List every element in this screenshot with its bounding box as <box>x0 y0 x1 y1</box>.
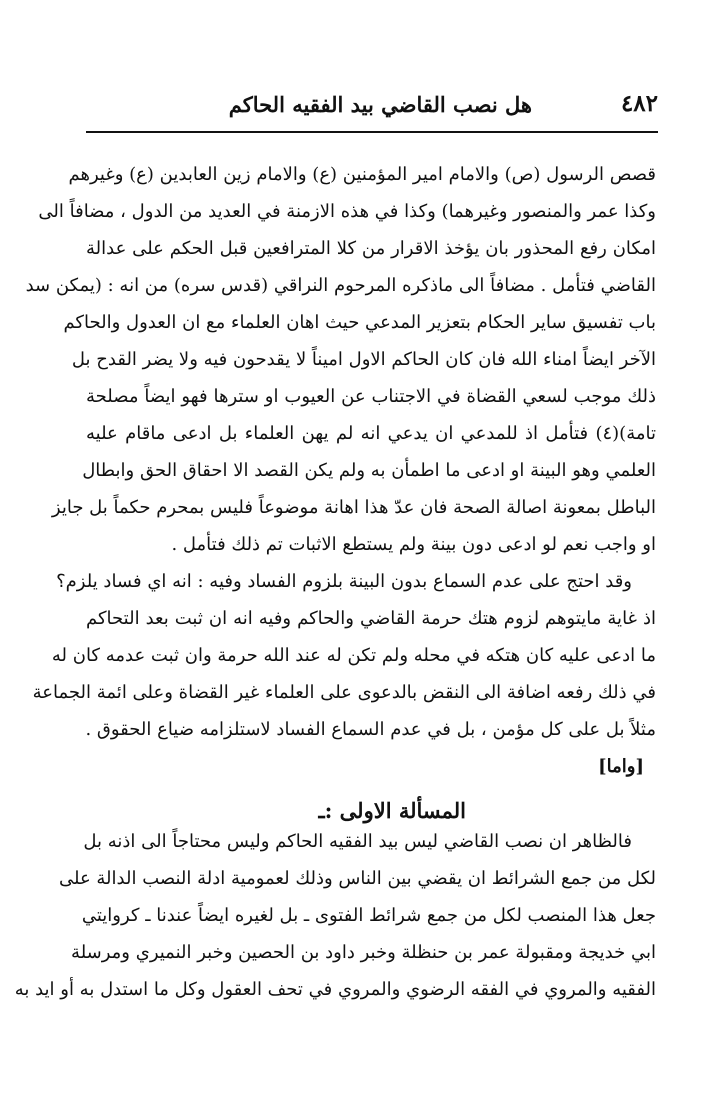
text-line: وكذا عمر والمنصور وغيرهما) وكذا في هذه الازمنة في العديد من الدول ، مضافاً الى <box>38 201 656 222</box>
text-line: العلمي وهو البينة او ادعى ما اطمأن به ولم يكن القصد الا احقاق الحق وابطال <box>82 460 656 481</box>
header-title: هل نصب القاضي بيد الفقيه الحاكم <box>228 92 532 117</box>
header-rule <box>86 131 658 133</box>
paragraph-1 <box>25 156 656 563</box>
paragraph-3 <box>14 823 656 1008</box>
text-line: وقد احتج على عدم السماع بدون البينة بلزوم الفساد وفيه : انه اي فساد يلزم؟ <box>56 571 632 592</box>
bracket-note: [واما] <box>598 756 644 777</box>
text-line: او واجب نعم لو ادعى دون بينة ولم يستطع الاثبات تم ذلك فتأمل . <box>171 534 656 555</box>
text-line: امكان رفع المحذور بان يؤخذ الاقرار من كلا المترافعين قبل الحكم على عدالة <box>86 238 656 259</box>
text-line: الفقيه والمروي في الفقه الرضوي والمروي في تحف العقول وكل ما استدل به أو ايد به <box>14 979 656 1000</box>
text-line: ما ادعى عليه كان هتكه في محله ولم تكن له عند الله حرمة وان ثبت عدمه كان له <box>51 645 656 666</box>
text-line: قصص الرسول (ص) والامام امير المؤمنين (ع) والامام زين العابدين (ع) وغيرهم <box>68 164 656 185</box>
text-line: مثلاً بل على كل مؤمن ، بل في عدم السماع الفساد لاستلزامه ضياع الحقوق . <box>85 719 656 740</box>
section-title: المسألة الاولى :ـ <box>318 798 466 823</box>
text-line: تامة)(٤) فتأمل اذ للمدعي ان يدعي انه لم يهن العلماء بل ادعى ماقام عليه <box>86 423 656 444</box>
text-line: ابي خديجة ومقبولة عمر بن حنظلة وخبر داود بن الحصين وخبر النميري ومرسلة <box>71 942 656 963</box>
paragraph-2 <box>32 563 656 748</box>
main-text <box>25 156 656 785</box>
page-number: ٤٨٢ <box>620 90 658 117</box>
text-line: القاضي فتأمل . مضافاً الى ماذكره المرحوم النراقي (قدس سره) من انه : (يمكن سد <box>25 275 656 296</box>
text-line: باب تفسيق ساير الحكام بتعزير المدعي حيث اهان العلماء مع ان العدول والحاكم <box>63 312 656 333</box>
section-text <box>14 823 656 1008</box>
text-line: جعل هذا المنصب لكل من جمع شرائط الفتوى ـ بل لغيره ايضاً عندنا ـ كروايتي <box>81 905 656 926</box>
text-line: لكل من جمع الشرائط ان يقضي بين الناس وذلك لعمومية ادلة النصب الدالة على <box>58 868 656 889</box>
text-line: اذ غاية مايتوهم لزوم هتك حرمة القاضي والحاكم وفيه انه ان ثبت بعد التحاكم <box>86 608 656 629</box>
running-header <box>86 88 658 128</box>
text-line: الآخر ايضاً امناء الله فان كان الحاكم الاول اميناً لا يقدحون فيه ولا يضر القدح بل <box>71 349 656 370</box>
text-line: الباطل بمعونة اصالة الصحة فان عدّ هذا اهانة موضوعاً فليس بمحرم حكماً بل جايز <box>51 497 656 518</box>
text-line: في ذلك رفعه اضافة الى النقض بالدعوى على العلماء غير القضاة وعلى ائمة الجماعة <box>32 682 656 703</box>
text-line: ذلك موجب لسعي القضاة في الاجتناب عن العيوب او سترها فهو ايضاً مصلحة <box>86 386 656 407</box>
text-line: فالظاهر ان نصب القاضي ليس بيد الفقيه الحاكم وليس محتاجاً الى اذنه بل <box>83 831 632 852</box>
